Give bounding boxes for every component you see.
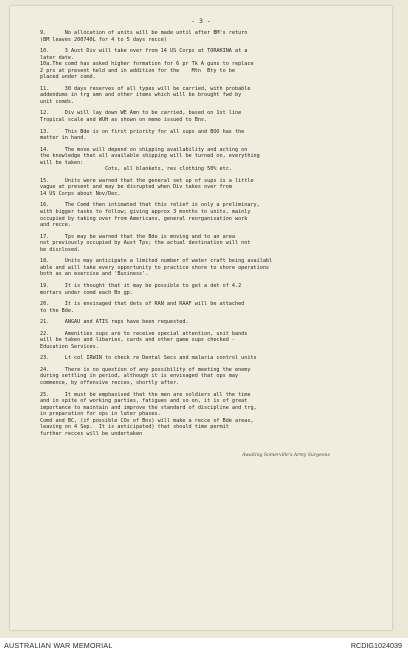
paragraph-line: 20. It is envisaged that dets of RAN and RAAF will be attached <box>40 301 245 308</box>
paragraph-line: 14 US Corps about Nov/Dec. <box>40 190 121 197</box>
paragraph <box>40 202 390 228</box>
paragraph-line: 12. Div will lay down WE Amn to be carried, based on 1st line <box>40 110 242 117</box>
paragraph <box>40 234 390 254</box>
paragraph-line: and in spite of working parties, fatigues and so on, it is of great <box>40 398 248 405</box>
paragraph-line: with bigger tasks to follow; giving approx 3 months to units, mainly <box>40 209 251 216</box>
paragraph-line: addendums in trg amn and other items which will be brought fwd by <box>40 92 242 99</box>
paragraph-line: importance to maintain and improve the standard of discipline and trg, <box>40 404 257 411</box>
paragraph-line: 2 prs at present held and in addition for the Mtn Bty to be <box>40 67 235 74</box>
paragraph-line: 10. 3 Aust Div will take over from 14 US Corps at TORAKINA at a <box>40 48 248 55</box>
paragraph-line: matter in hand. <box>40 135 87 142</box>
paragraph <box>40 319 390 326</box>
paragraph-line: during settling in period, although it is envisaged that ops may <box>40 373 239 380</box>
paragraph-line: occupied by taking over from Americans, general reorganisation work <box>40 215 248 222</box>
paragraph-line: in preparation for ops in later phases. <box>40 411 161 418</box>
paragraph-line: commence, by offensive recces, shortly after. <box>40 379 180 386</box>
paragraph-line: both as an exercise and 'Business'. <box>40 271 149 278</box>
paragraph <box>40 355 390 362</box>
paragraph-line: and recce. <box>40 222 71 229</box>
handwritten-annotation: Awaiting Somerville's Army Surgeons <box>242 453 330 458</box>
paragraph-line: 18. Units may anticipate a limited number of water craft being availabl <box>40 258 273 265</box>
archive-footer <box>0 638 408 654</box>
paragraph-line: 14. The move will depend on shipping availability and acting on <box>40 146 248 153</box>
paragraph-line: able and will take every opportunity to practice shore to shore operations <box>40 264 270 271</box>
paragraph <box>40 331 390 351</box>
paragraph-line: will be taken and libaries, cards and other game sups checked - <box>40 337 235 344</box>
paragraph <box>40 178 390 198</box>
paragraph-line: Cots, all blankets, res clothing 50% etc. <box>40 166 232 173</box>
paragraph-line: (BM leaves 200740L for 4 to 5 days recce) <box>40 36 167 43</box>
paragraph-line: will be taken: <box>40 159 84 166</box>
document-page <box>10 6 392 630</box>
paragraph-line: 25. It must be emphasised that the men are soldiers all the time <box>40 391 251 398</box>
paragraph <box>40 129 390 142</box>
paragraph <box>40 258 390 278</box>
paragraph <box>40 86 390 106</box>
footer-institution: AUSTRALIAN WAR MEMORIAL <box>4 641 113 650</box>
paragraph-line: further recces will be undertaken <box>40 430 143 437</box>
paragraph-line: 16. The Comd then intimated that this relief is only a preliminary, <box>40 202 260 209</box>
paragraph-line: 21. ANGAU and ATIS reps have been requested. <box>40 319 189 326</box>
paragraph <box>40 147 390 173</box>
paragraph-line: be disclosed. <box>40 246 81 253</box>
paragraph-line: 24. There is no question of any possibility of meeting the enemy <box>40 366 251 373</box>
paragraph-line: Education Services. <box>40 343 99 350</box>
paragraph-line: not previously occupied by Aust Tps; the actual destination will not <box>40 240 251 247</box>
paragraph-line: 23. Lt col IRWIN to check re Dental Secs and malaria control units <box>40 355 257 362</box>
paragraph-line: unit comds. <box>40 98 75 105</box>
paragraph <box>40 301 390 314</box>
paragraph-line: 15. Units were warned that the general set up of sups is a little <box>40 177 254 184</box>
paragraph <box>40 283 390 296</box>
paragraph-line: 19. It is thought that it may be possible to get a det of 4.2 <box>40 282 242 289</box>
document-body <box>40 30 390 442</box>
footer-record-id: RCDIG1024039 <box>350 641 402 650</box>
paragraph-line: later date. <box>40 54 75 61</box>
paragraph-line: Tropical scale and WUH as shown on memo issued to Bns. <box>40 117 208 124</box>
paragraph-line: 22. Amenities sups are to receive special attention, unit bands <box>40 330 248 337</box>
paragraph-line: 11. 30 days reserves of all types will be carried, with probable <box>40 85 251 92</box>
paragraph-line: Comd and BC, (if possible COs of Bns) will make a recce of Bde areas, <box>40 417 254 424</box>
paragraph <box>40 392 390 438</box>
paragraph <box>40 110 390 123</box>
paragraph-line: 10a.The comd has asked higher formation for 6 pr Tk A guns to replace <box>40 61 254 68</box>
paragraph-line: vague at present and may be disrupted when Div takes over from <box>40 184 232 191</box>
paragraph-line: placed under comd. <box>40 74 96 81</box>
paragraph-line: 13. This Bde is on first priority for all sups and BOO has the <box>40 128 245 135</box>
paragraph-line: 9. No allocation of units will be made until after BM's return <box>40 30 248 36</box>
paragraph-line: mortars under comd each Bn gp. <box>40 289 133 296</box>
paragraph-line: leaving on 4 Sep. It is anticipated) that should time permit <box>40 424 229 431</box>
paragraph <box>40 48 390 81</box>
paragraph <box>40 367 390 387</box>
paragraph <box>40 30 390 43</box>
paragraph-line: 17. Tps may be warned that the Bde is moving and to an area <box>40 233 235 240</box>
paragraph-line: to the Bde. <box>40 307 75 314</box>
page-number: - 3 - <box>191 17 211 25</box>
paragraph-line: the knowledge that all available shipping will be turned on, everything <box>40 153 260 160</box>
